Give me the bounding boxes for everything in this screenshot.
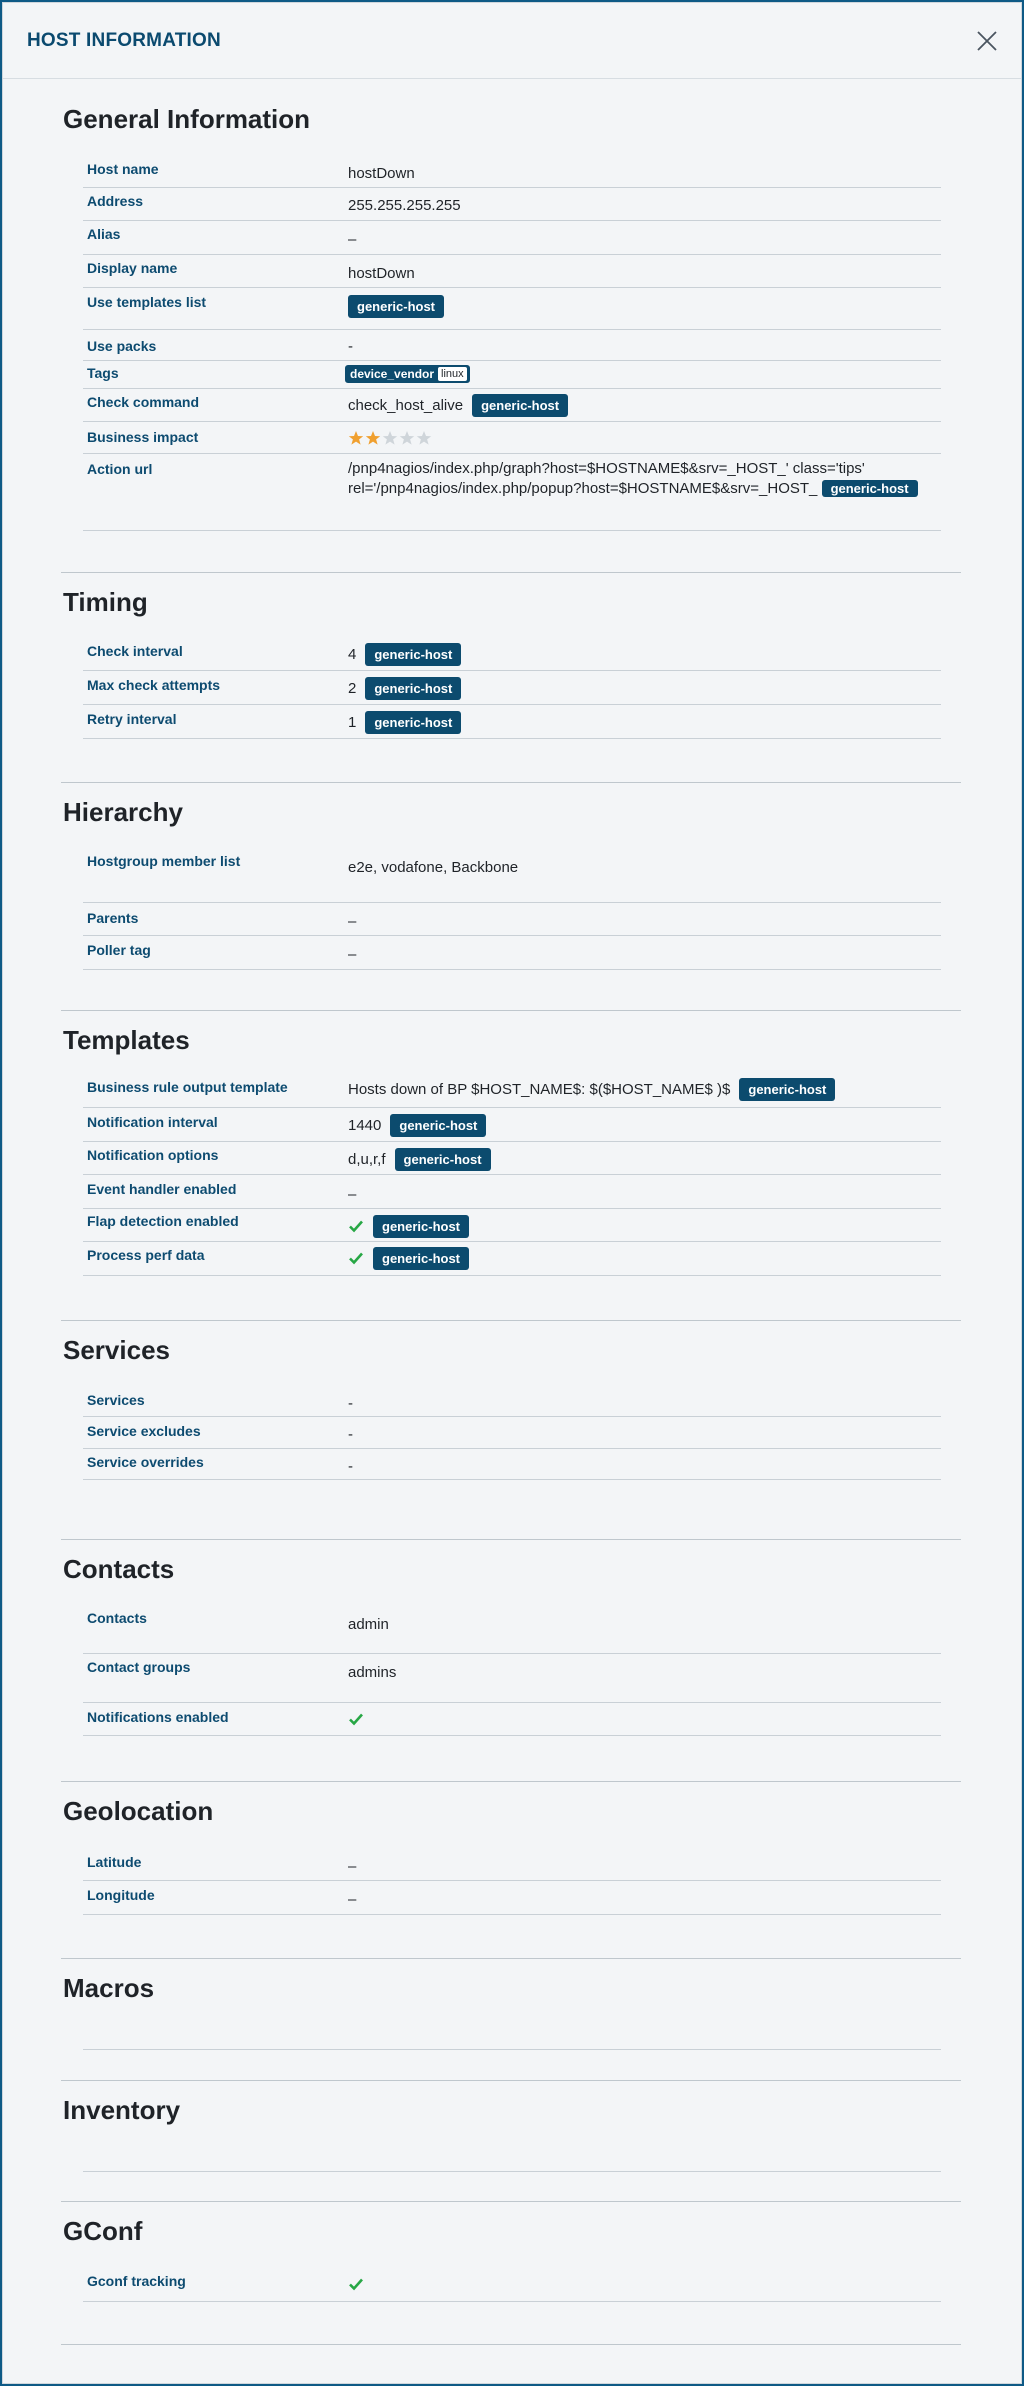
row-host-name [83, 154, 941, 188]
value: d,u,r,f [348, 1150, 386, 1168]
row-contacts [83, 1606, 941, 1654]
label: Notification options [87, 1147, 219, 1163]
value: hostDown [348, 264, 415, 282]
section-title: Timing [63, 587, 148, 617]
template-badge[interactable]: generic-host [348, 295, 444, 318]
value: check_host_alive [348, 396, 464, 414]
row-parents [83, 903, 941, 936]
row-action-url [83, 454, 941, 531]
close-icon [975, 29, 999, 53]
label: Notification interval [87, 1114, 218, 1130]
row-use-packs [83, 330, 941, 361]
value: admins [348, 1663, 397, 1681]
row-service-excludes [83, 1417, 941, 1449]
section-gconf [61, 2202, 961, 2345]
label: Latitude [87, 1854, 142, 1870]
label: Max check attempts [87, 677, 221, 693]
row-notification-interval [83, 1108, 941, 1142]
close-button[interactable] [975, 29, 999, 53]
row-macros-empty [83, 2025, 941, 2050]
template-badge[interactable]: generic-host [373, 1247, 469, 1270]
value: 2 [348, 679, 357, 697]
section-timing [61, 573, 961, 783]
row-retry-interval [83, 705, 941, 739]
template-badge[interactable]: generic-host [390, 1114, 486, 1137]
row-event-handler [83, 1175, 941, 1209]
template-badge[interactable]: generic-host [365, 643, 461, 666]
row-address [83, 188, 941, 221]
value: – [348, 1185, 357, 1203]
section-title: Inventory [63, 2095, 181, 2125]
section-hierarchy [61, 783, 961, 1011]
template-badge[interactable]: generic-host [365, 711, 461, 734]
label: Tags [87, 365, 119, 381]
row-longitude [83, 1881, 941, 1915]
tag-key: device_vendor [350, 367, 435, 381]
label: Event handler enabled [87, 1181, 237, 1197]
section-services [61, 1321, 961, 1540]
row-inventory-empty [83, 2147, 941, 2172]
label: Check command [87, 394, 200, 410]
label: Display name [87, 260, 178, 276]
label: Process perf data [87, 1247, 205, 1263]
row-gconf-tracking [83, 2268, 941, 2302]
modal-title: HOST INFORMATION [27, 30, 221, 51]
value: 255.255.255.255 [348, 196, 461, 214]
label: Use packs [87, 338, 157, 354]
label: Check interval [87, 643, 183, 659]
label: Gconf tracking [87, 2273, 186, 2289]
value: e2e, vodafone, Backbone [348, 858, 519, 876]
star-filled-icon [365, 430, 381, 446]
row-tags [83, 361, 941, 389]
check-icon [348, 1250, 364, 1266]
row-use-templates [83, 288, 941, 330]
template-badge[interactable]: generic-host [373, 1215, 469, 1238]
check-icon [348, 1711, 364, 1727]
row-flap-detection [83, 1209, 941, 1242]
check-icon [348, 2276, 364, 2292]
business-impact-stars [348, 430, 432, 446]
section-title: Geolocation [63, 1796, 214, 1826]
label: Service overrides [87, 1454, 204, 1470]
template-badge[interactable]: generic-host [365, 677, 461, 700]
section-inventory [61, 2081, 961, 2202]
template-badge[interactable]: generic-host [739, 1078, 835, 1101]
row-notifications-enabled [83, 1703, 941, 1736]
check-icon [348, 1218, 364, 1234]
label: Poller tag [87, 942, 151, 958]
label: Address [87, 193, 144, 209]
star-filled-icon [348, 430, 364, 446]
row-check-interval [83, 637, 941, 671]
value: – [348, 1890, 357, 1908]
row-latitude [83, 1848, 941, 1881]
label: Notifications enabled [87, 1709, 229, 1725]
section-title: Services [63, 1335, 170, 1365]
label: Retry interval [87, 711, 177, 727]
label: Service excludes [87, 1423, 201, 1439]
section-title: Hierarchy [63, 797, 183, 827]
row-contact-groups [83, 1654, 941, 1703]
row-process-perf-data [83, 1242, 941, 1276]
value: – [348, 230, 357, 248]
section-title: GConf [63, 2216, 143, 2246]
host-information-modal [2, 2, 1022, 2384]
star-empty-icon [416, 430, 432, 446]
row-check-command [83, 389, 941, 422]
section-general-information [61, 79, 961, 573]
label: Alias [87, 226, 121, 242]
section-title: Contacts [63, 1554, 175, 1584]
row-max-check-attempts [83, 671, 941, 705]
value: – [348, 1857, 357, 1875]
row-notification-options [83, 1142, 941, 1175]
template-badge[interactable]: generic-host [472, 394, 568, 417]
label: Contacts [87, 1610, 147, 1626]
section-title: General Information [63, 104, 311, 134]
template-badge[interactable]: generic-host [395, 1148, 491, 1171]
label: Parents [87, 910, 139, 926]
section-title: Macros [63, 1973, 155, 2003]
label: Action url [87, 461, 153, 477]
template-badge[interactable]: generic-host [822, 480, 918, 497]
value: - [348, 1425, 353, 1443]
value: - [348, 1457, 353, 1475]
section-geolocation [61, 1782, 961, 1959]
label: Use templates list [87, 294, 207, 310]
label: Business impact [87, 429, 199, 445]
section-macros [61, 1959, 961, 2081]
value: Hosts down of BP $HOST_NAME$: $($HOST_NAME$ )$ [348, 1080, 731, 1098]
row-hostgroup [83, 847, 941, 903]
row-business-impact [83, 422, 941, 454]
value: hostDown [348, 164, 415, 182]
row-alias [83, 221, 941, 255]
modal-header [3, 3, 1021, 79]
value: - [348, 1394, 353, 1412]
star-empty-icon [382, 430, 398, 446]
label: Business rule output template [87, 1079, 288, 1095]
tag-pill[interactable] [345, 365, 470, 383]
label: Services [87, 1392, 145, 1408]
label: Hostgroup member list [87, 853, 241, 869]
star-empty-icon [399, 430, 415, 446]
label: Host name [87, 161, 159, 177]
value: 4 [348, 645, 357, 663]
row-services [83, 1387, 941, 1417]
row-service-overrides [83, 1449, 941, 1480]
section-title: Templates [63, 1025, 190, 1055]
row-display-name [83, 255, 941, 288]
tag-value: linux [438, 367, 467, 381]
row-poller-tag [83, 936, 941, 970]
section-templates [61, 1011, 961, 1321]
value: – [348, 945, 357, 963]
row-bp-output-template [83, 1075, 941, 1108]
value: admin [348, 1615, 389, 1633]
label: Contact groups [87, 1659, 191, 1675]
value: – [348, 912, 357, 930]
value: - [348, 337, 353, 355]
section-contacts [61, 1540, 961, 1782]
value: 1 [348, 713, 357, 731]
value: /pnp4nagios/index.php/graph?host=$HOSTNAME$&srv=_HOST_' class='tips' rel='/pnp4nagios/index.php/popup?host=$HOSTNAME$&srv=_HOST_ [348, 460, 865, 497]
label: Longitude [87, 1887, 155, 1903]
value: 1440 [348, 1116, 382, 1134]
label: Flap detection enabled [87, 1213, 239, 1229]
